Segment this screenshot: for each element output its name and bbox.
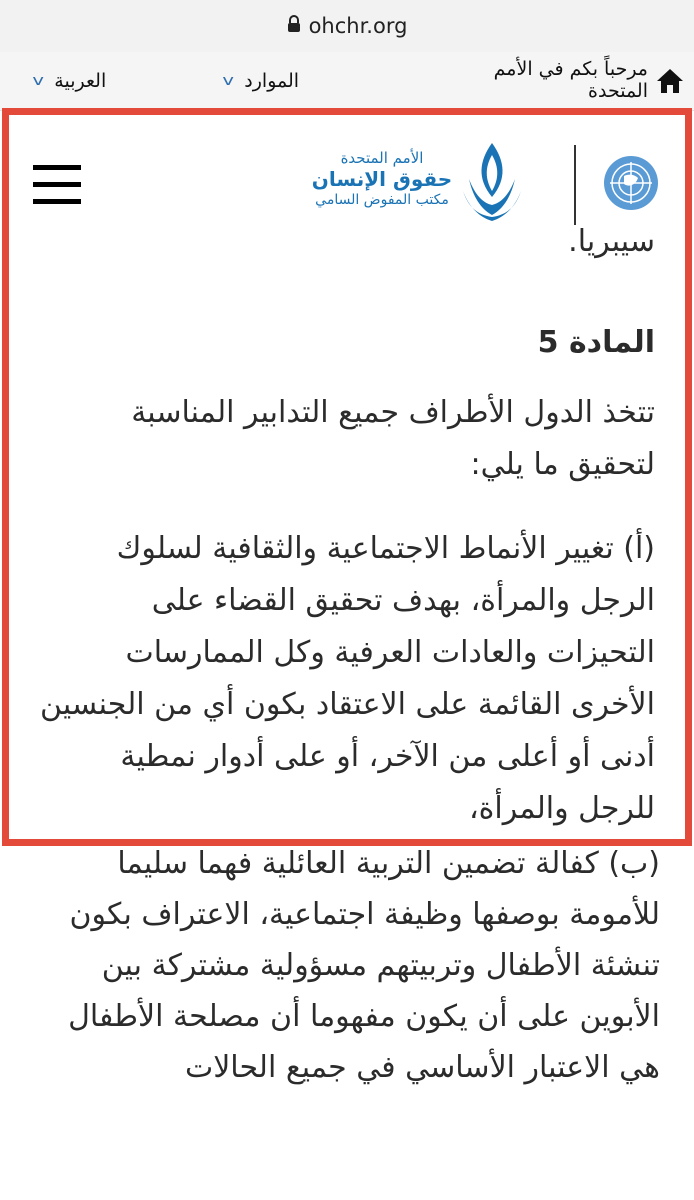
url-text: ohchr.org xyxy=(308,14,408,38)
header-divider xyxy=(574,145,576,225)
clause-b: (ب) كفالة تضمين التربية العائلية فهما سليما للأمومة بوصفها وظيفة اجتماعية، الاعتراف بكون تنشئة الأطفال وتربيتهم مسؤولية مشتركة بين الأبوين على أن يكون مفهوما أن مصلحة الأطفال هي الاعتبار الأساسي في جميع الحالات xyxy=(68,846,660,1085)
flame-hand-icon xyxy=(459,139,525,225)
resources-dropdown[interactable] xyxy=(224,52,299,110)
welcome-link[interactable]: مرحباً بكم في الأمم المتحدة xyxy=(493,58,648,102)
partial-text: سيبريا. xyxy=(568,224,655,259)
partial-text-line xyxy=(355,224,655,269)
logo-line-un: الأمم المتحدة xyxy=(340,149,424,167)
language-dropdown[interactable] xyxy=(34,52,106,110)
top-navigation xyxy=(0,52,694,111)
highlight-box xyxy=(2,108,692,846)
logo-line-office: مكتب المفوض السامي xyxy=(315,192,449,208)
ohchr-logo[interactable] xyxy=(307,139,527,239)
article-intro: تتخذ الدول الأطراف جميع التدابير المناسبة لتحقيق ما يلي: xyxy=(131,395,655,482)
resources-label: الموارد xyxy=(244,70,300,92)
lock-icon xyxy=(287,14,301,38)
chevron-down-icon: v xyxy=(32,73,44,89)
un-emblem-icon[interactable] xyxy=(602,154,660,212)
home-icon[interactable] xyxy=(654,66,686,96)
browser-url-bar[interactable] xyxy=(0,0,694,52)
logo-line-human-rights: حقوق الإنسان xyxy=(311,167,453,191)
language-label: العربية xyxy=(54,70,107,92)
chevron-down-icon: v xyxy=(222,73,234,89)
hamburger-menu-icon[interactable] xyxy=(33,165,81,205)
article-title: المادة 5 xyxy=(537,325,655,360)
clause-a: (أ) تغيير الأنماط الاجتماعية والثقافية لسلوك الرجل والمرأة، بهدف تحقيق القضاء على التحيزات والعادات العرفية وكل الممارسات الأخرى القائمة على الاعتقاد بكون أي من الجنسين أدنى أو أعلى من الآخر، أو على أدوار نمطية للرجل والمرأة، xyxy=(40,531,655,826)
ohchr-logo-text xyxy=(307,149,457,209)
